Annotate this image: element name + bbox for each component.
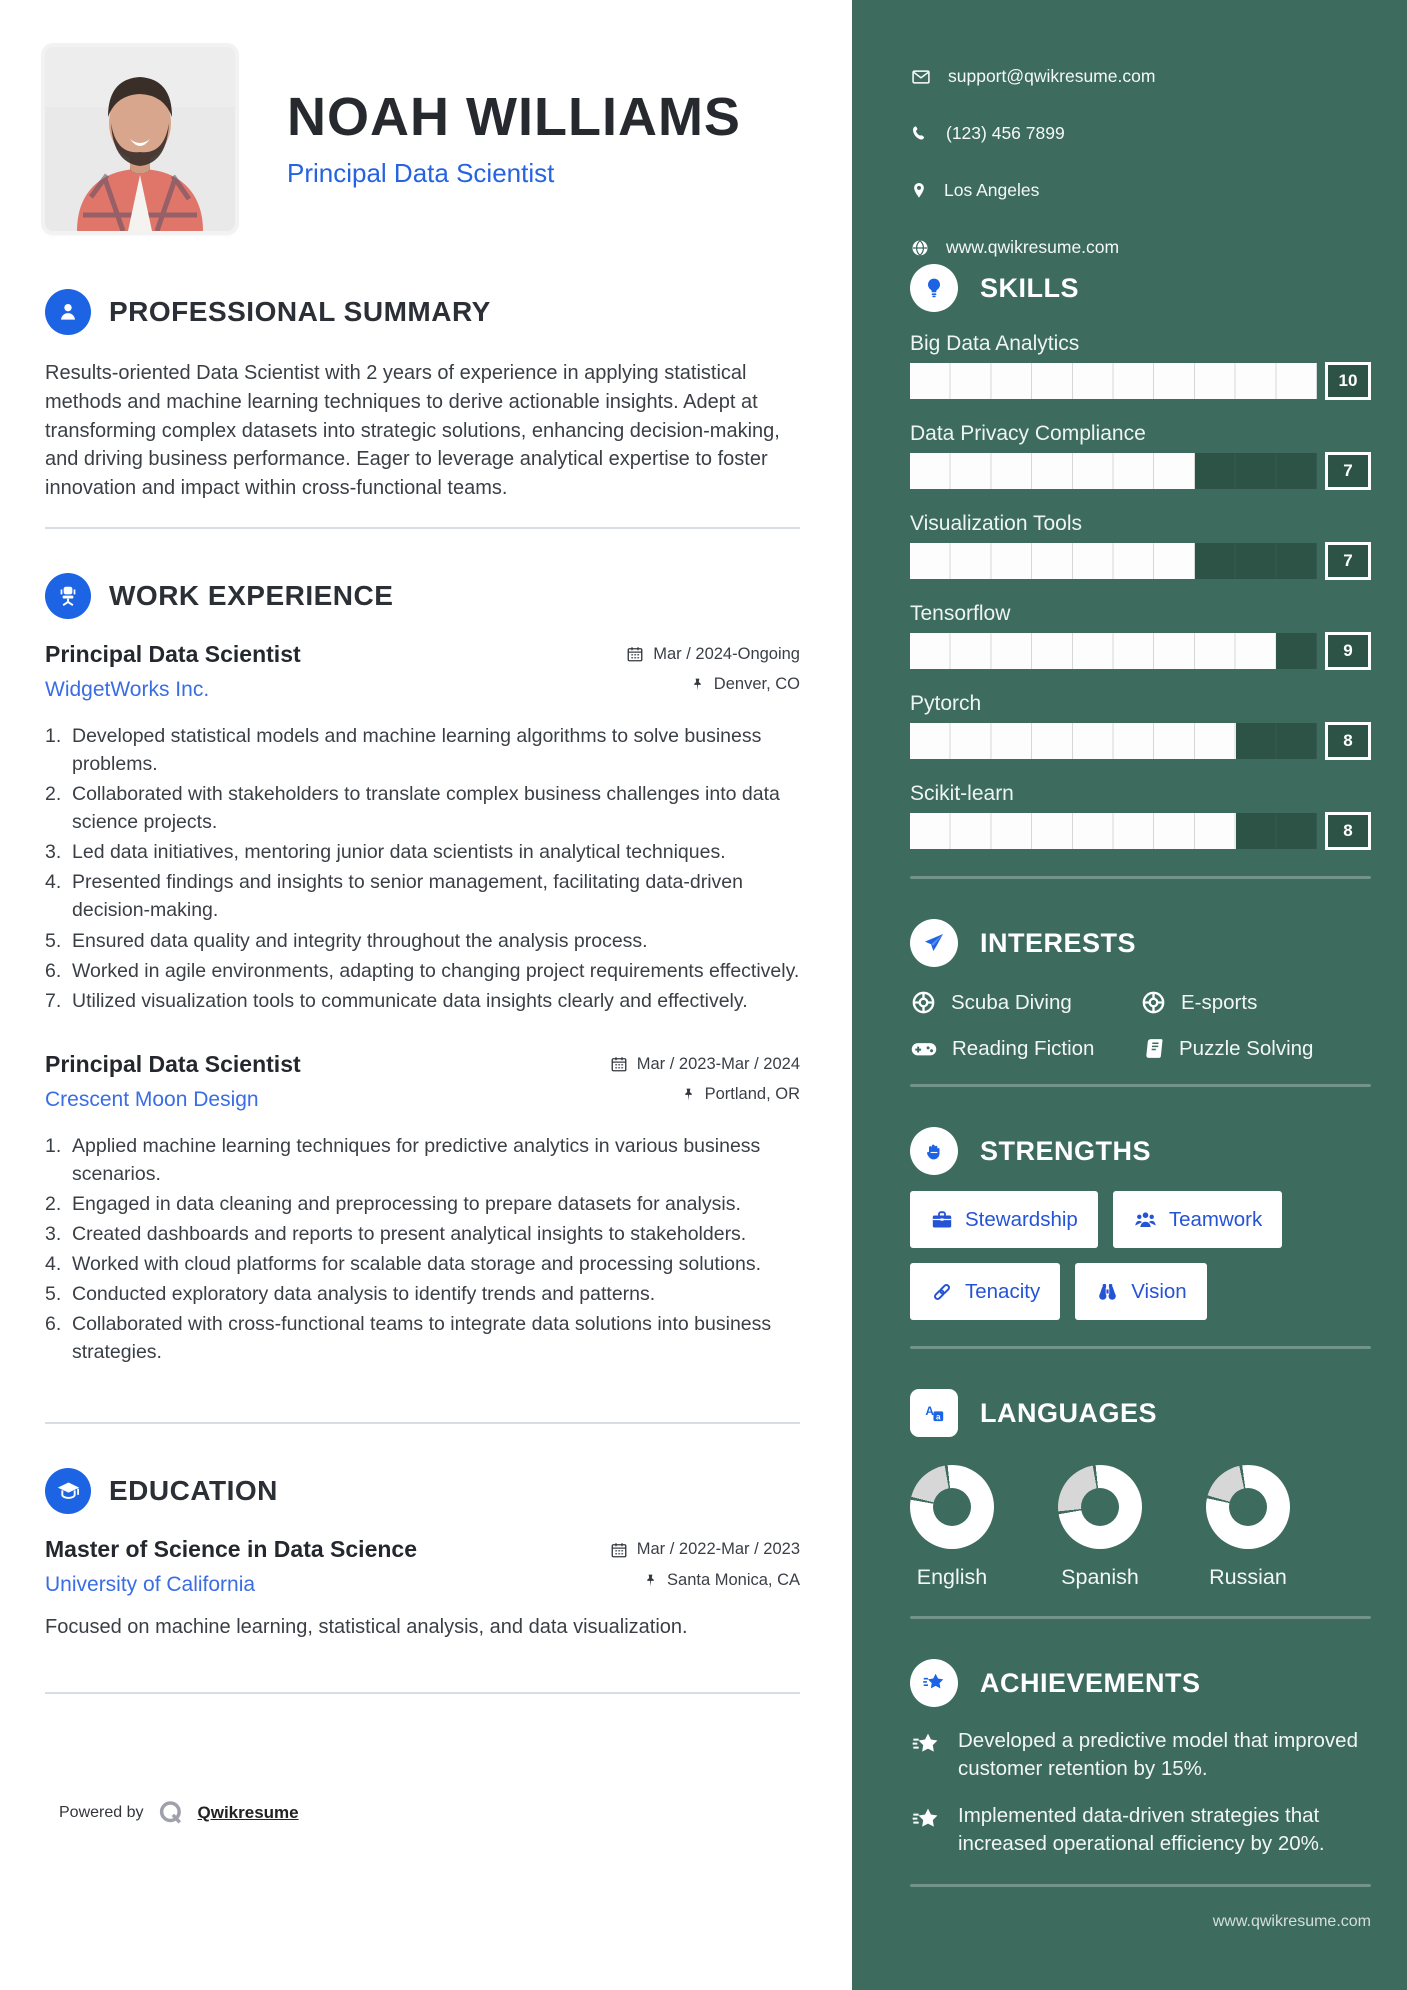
sidebar-divider bbox=[910, 876, 1371, 879]
interests-section bbox=[910, 919, 1371, 1062]
bullet: Presented findings and insights to senior management, facilitating data-driven decision-making. bbox=[72, 871, 743, 922]
star-lines-icon bbox=[910, 1729, 942, 1761]
contact-location: Los Angeles bbox=[910, 180, 1371, 201]
sidebar bbox=[852, 0, 1407, 1990]
languages-list bbox=[910, 1465, 1371, 1590]
education-heading: EDUCATION bbox=[109, 1475, 278, 1507]
strength-chip: Teamwork bbox=[1113, 1191, 1282, 1248]
languages-section bbox=[910, 1389, 1371, 1590]
bullet: Engaged in data cleaning and preprocessing to prepare datasets for analysis. bbox=[72, 1192, 741, 1215]
education-date: Mar / 2022-Mar / 2023 bbox=[610, 1540, 800, 1559]
education-note: Focused on machine learning, statistical analysis, and data visualization. bbox=[45, 1616, 688, 1639]
job-location: Denver, CO bbox=[690, 675, 800, 694]
education-header bbox=[45, 1468, 800, 1514]
job-bullets bbox=[45, 1132, 800, 1367]
lightbulb-icon bbox=[910, 264, 958, 312]
skill-item: Scikit-learn 8 bbox=[910, 782, 1371, 850]
bullet: Utilized visualization tools to communicate data insights clearly and effectively. bbox=[72, 989, 748, 1012]
calendar-icon bbox=[626, 645, 644, 663]
paper-plane-icon bbox=[910, 919, 958, 967]
sidebar-divider bbox=[910, 1884, 1371, 1887]
achievement-item: Implemented data-driven strategies that increased operational efficiency by 20%. bbox=[910, 1802, 1371, 1857]
company-link[interactable]: Crescent Moon Design bbox=[45, 1087, 259, 1111]
language-donut bbox=[1206, 1465, 1290, 1549]
qwikresume-logo-icon bbox=[156, 1798, 186, 1828]
interest-item: Reading Fiction bbox=[910, 1036, 1140, 1062]
strength-chip: Tenacity bbox=[910, 1263, 1060, 1320]
binoculars-icon bbox=[1095, 1280, 1120, 1304]
bullet: Collaborated with cross-functional teams to integrate data solutions into business strategies. bbox=[72, 1313, 772, 1364]
fist-icon bbox=[910, 1127, 958, 1175]
achievements-section bbox=[910, 1659, 1371, 1858]
interests-heading: INTERESTS bbox=[980, 927, 1137, 958]
bullet: Created dashboards and reports to present analytical insights to stakeholders. bbox=[72, 1223, 747, 1245]
skill-bar bbox=[910, 723, 1317, 759]
skill-value: 9 bbox=[1325, 632, 1371, 670]
language-donut bbox=[1058, 1465, 1142, 1549]
bullet: Collaborated with stakeholders to translate complex business challenges into data science projects. bbox=[72, 783, 780, 834]
powered-by-label: Powered by bbox=[59, 1804, 144, 1822]
mail-icon bbox=[910, 67, 932, 87]
bullet: Worked with cloud platforms for scalable data storage and processing solutions. bbox=[72, 1253, 762, 1276]
bullet: Ensured data quality and integrity throughout the analysis process. bbox=[72, 929, 648, 952]
job-bullets bbox=[45, 722, 800, 1015]
headline: Principal Data Scientist bbox=[287, 157, 555, 188]
strengths-header bbox=[910, 1127, 1371, 1175]
svg-text:a: a bbox=[935, 1412, 941, 1422]
chain-icon bbox=[930, 1280, 954, 1304]
office-chair-icon bbox=[45, 573, 91, 619]
skill-bar bbox=[910, 453, 1317, 489]
language-item: English bbox=[910, 1465, 994, 1590]
achievements-heading: ACHIEVEMENTS bbox=[980, 1667, 1201, 1698]
summary-header bbox=[45, 289, 800, 335]
divider bbox=[45, 1692, 800, 1694]
strength-chip: Stewardship bbox=[910, 1191, 1098, 1248]
education-section bbox=[45, 1468, 800, 1642]
skill-item: Tensorflow 9 bbox=[910, 602, 1371, 670]
star-badge-icon bbox=[910, 1659, 958, 1707]
name: NOAH WILLIAMS bbox=[287, 87, 741, 148]
skill-value: 10 bbox=[1325, 362, 1371, 400]
experience-heading: WORK EXPERIENCE bbox=[109, 579, 394, 611]
star-lines-icon bbox=[910, 1804, 942, 1836]
school-link[interactable]: University of California bbox=[45, 1573, 256, 1597]
globe-icon bbox=[910, 238, 930, 258]
calendar-icon bbox=[610, 1541, 628, 1559]
contact-email[interactable]: support@qwikresume.com bbox=[910, 66, 1371, 87]
divider bbox=[45, 1422, 800, 1424]
summary-section bbox=[45, 289, 800, 503]
bullet: Developed statistical models and machine learning algorithms to solve business problems. bbox=[72, 724, 762, 776]
bullet: Worked in agile environments, adapting to changing project requirements effectively. bbox=[72, 959, 800, 982]
skill-bar bbox=[910, 633, 1317, 669]
push-pin-icon bbox=[681, 1086, 696, 1103]
job-date: Mar / 2023-Mar / 2024 bbox=[610, 1055, 800, 1074]
strengths-heading: STRENGTHS bbox=[980, 1135, 1152, 1166]
company-link[interactable]: WidgetWorks Inc. bbox=[45, 677, 210, 701]
summary-text: Results-oriented Data Scientist with 2 years of experience in applying statistical methods and machine learning techniques to derive actionable insights. Adept at transforming complex datasets into strategic solutions, enhancing decision-making, and driving business performance. Eager to leverage analytical expertise to foster innovation and impact within cross-functional teams. bbox=[45, 362, 780, 500]
job-entry bbox=[45, 641, 800, 1015]
identity-text bbox=[287, 89, 741, 189]
contact-website[interactable]: www.qwikresume.com bbox=[910, 237, 1371, 258]
sidebar-divider bbox=[910, 1084, 1371, 1087]
briefcase-icon bbox=[930, 1208, 954, 1232]
skill-value: 8 bbox=[1325, 722, 1371, 760]
skill-bar bbox=[910, 543, 1317, 579]
skill-item: Big Data Analytics 10 bbox=[910, 332, 1371, 400]
skill-item: Visualization Tools 7 bbox=[910, 512, 1371, 580]
push-pin-icon bbox=[690, 676, 705, 693]
languages-header bbox=[910, 1389, 1371, 1437]
lifebuoy-icon bbox=[910, 989, 937, 1016]
gamepad-icon bbox=[910, 1037, 938, 1061]
phone-icon bbox=[910, 124, 930, 144]
push-pin-icon bbox=[643, 1572, 658, 1589]
bullet: Conducted exploratory data analysis to identify trends and patterns. bbox=[72, 1283, 656, 1306]
skills-header bbox=[910, 264, 1371, 312]
education-entry bbox=[45, 1536, 800, 1642]
strengths-chips bbox=[910, 1191, 1330, 1320]
interest-item: Scuba Diving bbox=[910, 989, 1140, 1016]
job-date: Mar / 2024-Ongoing bbox=[626, 645, 800, 664]
location-pin-icon bbox=[910, 180, 928, 201]
skills-heading: SKILLS bbox=[980, 272, 1080, 303]
strengths-section bbox=[910, 1127, 1371, 1320]
job-title: Principal Data Scientist bbox=[45, 1050, 301, 1077]
sidebar-divider bbox=[910, 1616, 1371, 1619]
svg-text:A: A bbox=[925, 1404, 934, 1419]
interest-item: Puzzle Solving bbox=[1140, 1036, 1371, 1062]
education-location: Santa Monica, CA bbox=[643, 1571, 800, 1590]
skill-item: Pytorch 8 bbox=[910, 692, 1371, 760]
interests-grid bbox=[910, 989, 1371, 1062]
profile-photo bbox=[45, 47, 235, 231]
identity-header bbox=[45, 47, 800, 231]
skill-value: 7 bbox=[1325, 452, 1371, 490]
bullet: Led data initiatives, mentoring junior data scientists in analytical techniques. bbox=[72, 841, 726, 864]
language-item: Spanish bbox=[1058, 1465, 1142, 1590]
users-icon bbox=[1133, 1208, 1158, 1232]
achievement-item: Developed a predictive model that improved customer retention by 15%. bbox=[910, 1727, 1371, 1782]
calendar-icon bbox=[610, 1055, 628, 1073]
contact-phone: (123) 456 7899 bbox=[910, 123, 1371, 144]
experience-section bbox=[45, 573, 800, 1366]
sidebar-divider bbox=[910, 1346, 1371, 1349]
languages-heading: LANGUAGES bbox=[980, 1397, 1158, 1428]
powered-by bbox=[59, 1798, 800, 1828]
graduation-cap-icon bbox=[45, 1468, 91, 1514]
skill-value: 8 bbox=[1325, 812, 1371, 850]
job-title: Principal Data Scientist bbox=[45, 640, 301, 667]
translate-icon bbox=[910, 1389, 958, 1437]
interest-item: E-sports bbox=[1140, 989, 1371, 1016]
skill-item: Data Privacy Compliance 7 bbox=[910, 422, 1371, 490]
person-icon bbox=[45, 289, 91, 335]
interests-header bbox=[910, 919, 1371, 967]
skill-bar bbox=[910, 363, 1317, 399]
job-location: Portland, OR bbox=[681, 1085, 800, 1104]
experience-header bbox=[45, 573, 800, 619]
divider bbox=[45, 527, 800, 529]
language-donut bbox=[910, 1465, 994, 1549]
qwikresume-brand-link[interactable]: Qwikresume bbox=[197, 1803, 299, 1823]
lifebuoy-icon bbox=[1140, 989, 1167, 1016]
language-item: Russian bbox=[1206, 1465, 1290, 1590]
summary-heading: PROFESSIONAL SUMMARY bbox=[109, 296, 491, 327]
profile-photo-illustration bbox=[45, 47, 235, 231]
degree: Master of Science in Data Science bbox=[45, 1536, 417, 1563]
skill-value: 7 bbox=[1325, 542, 1371, 580]
skills-section bbox=[910, 264, 1371, 850]
skills-list bbox=[910, 332, 1371, 850]
bullet: Applied machine learning techniques for predictive analytics in various business scenarios. bbox=[72, 1134, 761, 1185]
sidebar-website-link[interactable]: www.qwikresume.com bbox=[1212, 1912, 1371, 1930]
book-icon bbox=[1140, 1036, 1165, 1062]
job-entry bbox=[45, 1051, 800, 1367]
achievements-header bbox=[910, 1659, 1371, 1707]
strength-chip: Vision bbox=[1075, 1263, 1206, 1320]
skill-bar bbox=[910, 813, 1317, 849]
contact-list bbox=[910, 66, 1371, 258]
